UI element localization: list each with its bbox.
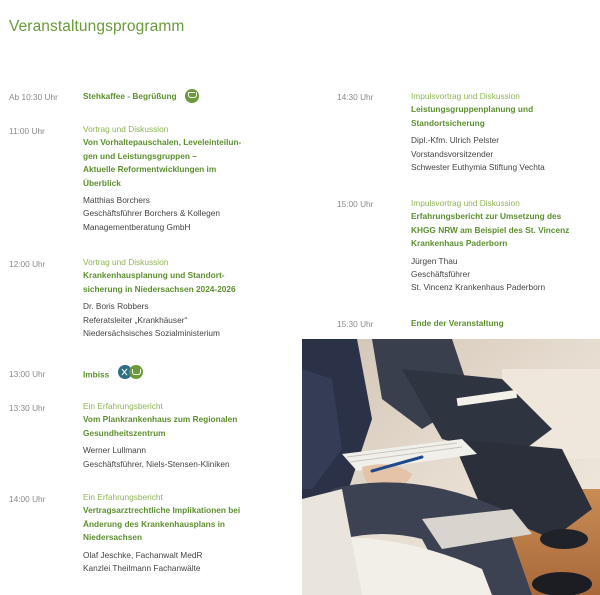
program-entry bbox=[411, 197, 596, 295]
speaker-organization: St. Vincenz Krankenhaus Paderborn bbox=[411, 282, 546, 293]
coffee-cup-icon bbox=[129, 365, 143, 379]
entry-type: Ein Erfahrungsbericht bbox=[83, 401, 163, 411]
speaker-name: Jürgen Thau bbox=[411, 255, 458, 266]
entry-time: 14:00 Uhr bbox=[9, 494, 46, 504]
entry-headline: Vertragsarztrechtliche Implikationen bei Änderung des Krankenhausplans in Niedersachsen bbox=[83, 505, 241, 543]
speaker-name: Olaf Jeschke, Fachanwalt MedR bbox=[83, 549, 203, 560]
entry-headline: Von Vorhaltepauschalen, Leveleinteilun- gen und Leistungsgruppen – Aktuelle Reformentwicklungen im Überblick bbox=[83, 137, 242, 188]
speaker-organization: Managementberatung GmbH bbox=[83, 221, 191, 232]
entry-headline: Vom Plankrankenhaus zum Regionalen Gesundheitszentrum bbox=[83, 414, 238, 438]
speaker-name: Matthias Borchers bbox=[83, 195, 150, 206]
entry-time: 13:30 Uhr bbox=[9, 403, 46, 413]
entry-headline: Krankenhausplanung und Standort- sicherung in Niedersachsen 2024-2026 bbox=[83, 270, 236, 294]
entry-type: Vortrag und Diskussion bbox=[83, 257, 169, 267]
entry-time: 15:00 Uhr bbox=[337, 199, 374, 209]
entry-type: Impulsvortrag und Diskussion bbox=[411, 91, 520, 101]
program-entry bbox=[83, 366, 143, 384]
entry-time: 15:30 Uhr bbox=[337, 319, 374, 329]
speaker-organization: Niedersächsisches Sozialministerium bbox=[83, 328, 220, 339]
speaker-name: Werner Lullmann bbox=[83, 445, 147, 456]
meal-icon bbox=[118, 365, 143, 383]
speaker-role: Referatsleiter „Krankhäuser“ bbox=[83, 314, 188, 325]
speaker-role: Vorstandsvorsitzender bbox=[411, 148, 494, 159]
coffee-icon bbox=[185, 89, 199, 103]
speaker-role: Geschäftsführer Borchers & Kollegen bbox=[83, 208, 220, 219]
program-entry bbox=[83, 256, 293, 340]
entry-headline: Stehkaffee - Begrüßung bbox=[83, 91, 177, 102]
speaker-role: Geschäftsführer bbox=[411, 269, 471, 280]
speaker-role: Geschäftsführer, Niels-Stensen-Kliniken bbox=[83, 458, 230, 469]
entry-type: Ein Erfahrungsbericht bbox=[83, 492, 163, 502]
entry-headline: Leistungsgruppenplanung und Standortsicherung bbox=[411, 104, 534, 128]
speaker-name: Dr. Boris Robbers bbox=[83, 301, 149, 312]
entry-headline: Ende der Veranstaltung bbox=[411, 318, 504, 328]
entry-time: Ab 10:30 Uhr bbox=[9, 92, 58, 102]
entry-time: 11:00 Uhr bbox=[9, 126, 45, 136]
entry-headline: Imbiss bbox=[83, 369, 110, 380]
program-entry bbox=[83, 90, 199, 104]
program-entry bbox=[83, 400, 293, 471]
program-entry bbox=[411, 90, 596, 174]
speaker-name: Dipl.-Kfm. Ulrich Pelster bbox=[411, 135, 500, 146]
speaker-organization: Kanzlei Theilmann Fachanwälte bbox=[83, 563, 201, 574]
speaker-organization: Schwester Euthymia Stiftung Vechta bbox=[411, 162, 545, 173]
program-entry bbox=[83, 491, 293, 575]
entry-headline: Erfahrungsbericht zur Umsetzung des KHGG NRW am Beispiel des St. Vincenz Krankenhaus Paderborn bbox=[411, 211, 570, 249]
entry-time: 13:00 Uhr bbox=[9, 369, 46, 379]
page-title: Veranstaltungsprogramm bbox=[9, 18, 185, 35]
entry-type: Vortrag und Diskussion bbox=[83, 124, 169, 134]
program-entry bbox=[83, 123, 293, 234]
entry-time: 14:30 Uhr bbox=[337, 92, 374, 102]
entry-type: Impulsvortrag und Diskussion bbox=[411, 198, 520, 208]
entry-time: 12:00 Uhr bbox=[9, 259, 46, 269]
conference-photo bbox=[302, 339, 600, 595]
program-entry bbox=[411, 317, 504, 330]
